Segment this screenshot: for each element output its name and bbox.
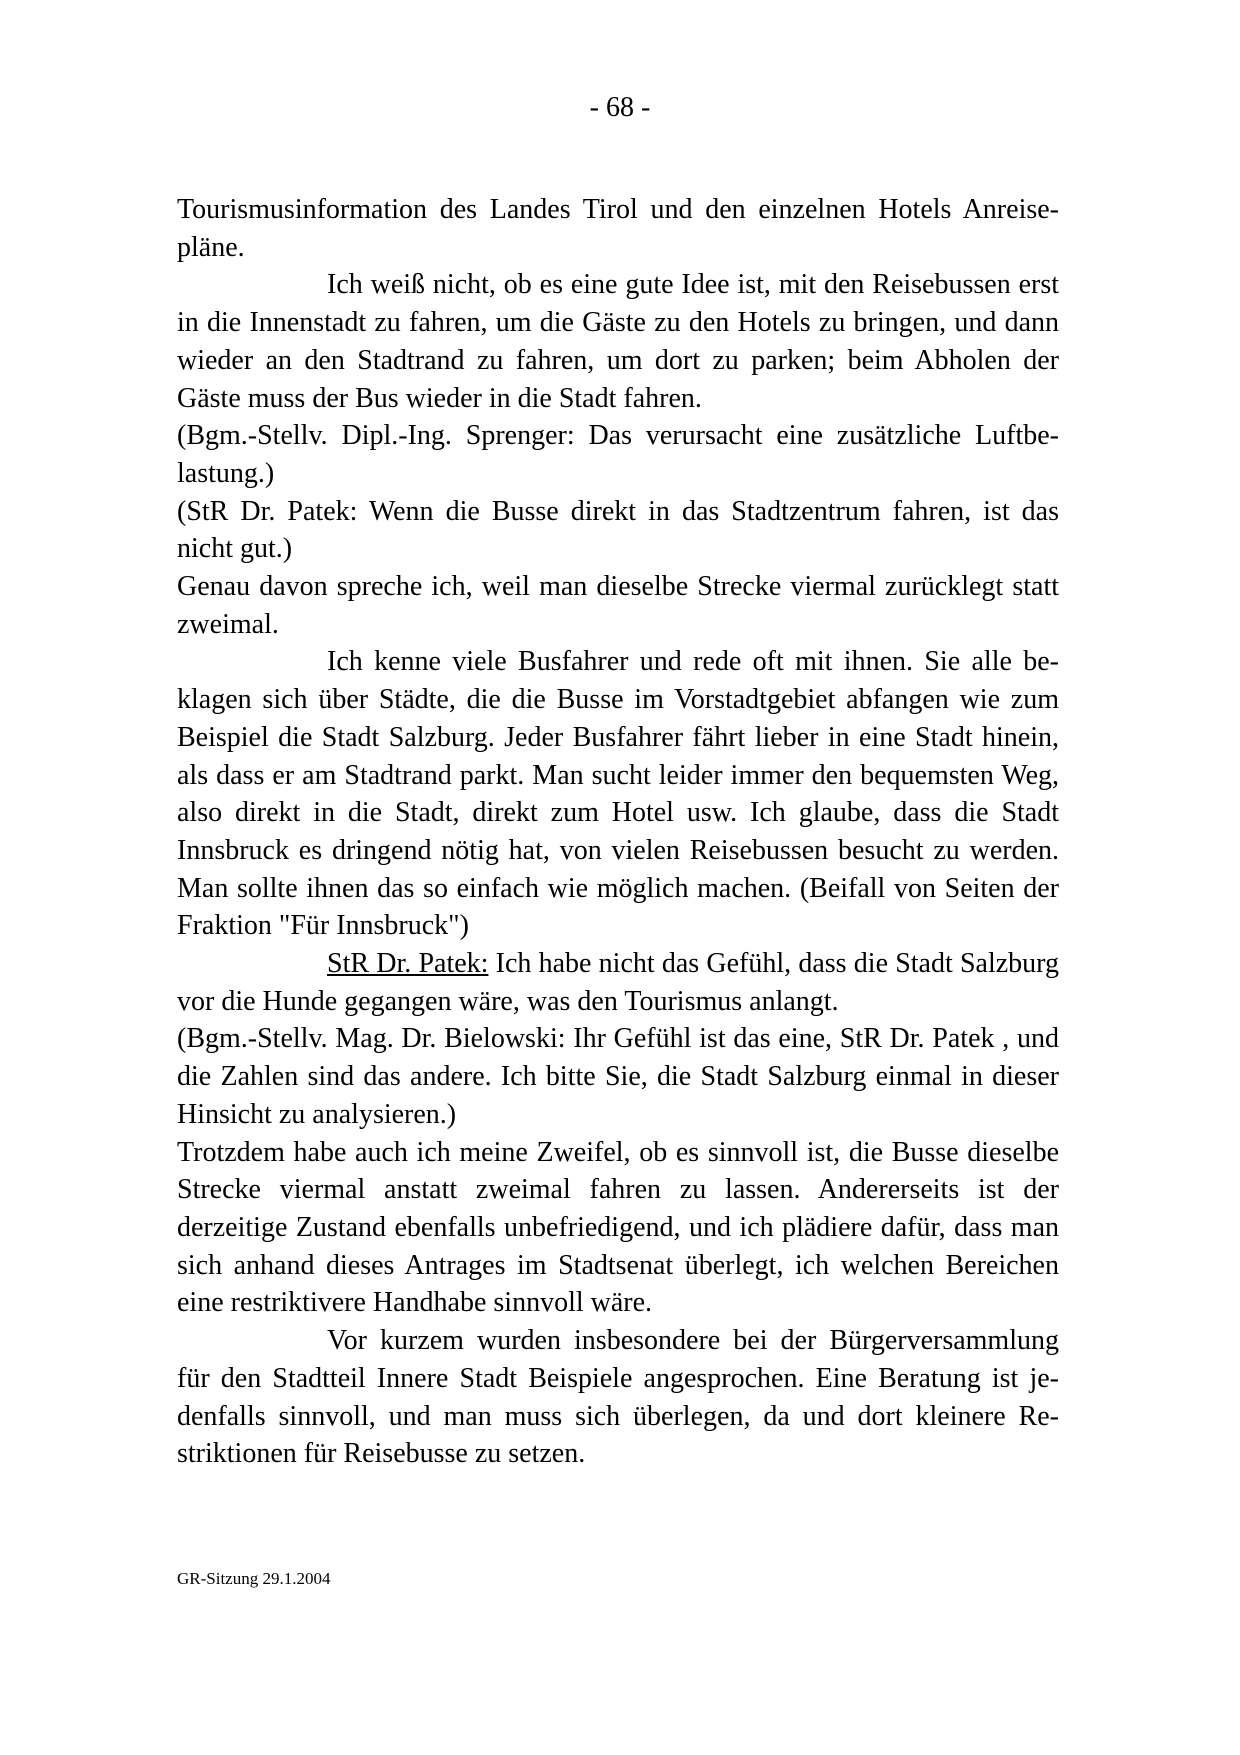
speaker-text: Ich habe nicht das Gefühl, dass die Stadt Salzburg vor die Hunde gegangen wäre, was den Tourismus anlangt. (177, 948, 1059, 1017)
interjection: (StR Dr. Patek: Wenn die Busse direkt in das Stadtzentrum fahren, ist das nicht gut.) (177, 495, 1059, 565)
document-body (177, 191, 1059, 1473)
interjection: (Bgm.-Stellv. Mag. Dr. Bielowski: Ihr Gefühl ist das eine, StR Dr. Patek , und die Zahlen sind das andere. Ich bitte Sie, die Stadt Salzburg einmal in dieser Hinsicht zu analysieren.) (177, 1023, 1059, 1130)
speaker-name: StR Dr. Patek: (327, 948, 489, 980)
interjection: (Bgm.-Stellv. Dipl.-Ing. Sprenger: Das verursacht eine zusätzliche Luftbelastung.) (177, 420, 1059, 489)
page-number: - 68 - (589, 92, 651, 123)
footer-session-date: GR-Sitzung 29.1.2004 (177, 1569, 331, 1588)
paragraph: Tourismusinformation des Landes Tirol und den einzelnen Hotels Anreisepläne. (177, 194, 1059, 263)
paragraph: Ich kenne viele Busfahrer und rede oft mit ihnen. Sie alle beklagen sich über Städte, die die Busse im Vorstadtgebiet abfangen wie zum Beispiel die Stadt Salzburg. Jeder Busfahrer fährt lieber in eine Stadt hinein, als dass er am Stadtrand parkt. Man sucht leider immer den bequemsten Weg, also direkt in die Stadt, direkt zum Hotel usw. Ich glaube, dass die Stadt Innsbruck es dringend nötig hat, von vielen Reisebussen besucht zu werden. Man sollte ihnen das so einfach wie möglich machen. (Beifall von Seiten der Fraktion "Für Innsbruck") (177, 646, 1059, 942)
paragraph: Trotzdem habe auch ich meine Zweifel, ob es sinnvoll ist, die Busse dieselbe Strecke viermal anstatt zweimal fahren zu lassen. Andererseits ist der derzeitige Zustand ebenfalls unbefriedigend, und ich plädiere dafür, dass man sich anhand dieses Antrages im Stadtsenat überlegt, ich welchen Bereichen eine restriktivere Handhabe sinnvoll wäre. (177, 1136, 1059, 1319)
paragraph: Genau davon spreche ich, weil man dieselbe Strecke viermal zurücklegt statt zweimal. (177, 571, 1059, 640)
paragraph: Ich weiß nicht, ob es eine gute Idee ist, mit den Reisebussen erst in die Innenstadt zu fahren, um die Gäste zu den Hotels zu bringen, und dann wieder an den Stadtrand zu fahren, um dort zu parken; beim Abholen der Gäste muss der Bus wieder in die Stadt fahren. (177, 269, 1059, 414)
paragraph: Vor kurzem wurden insbesondere bei der Bürgerversammlung für den Stadtteil Innere Stadt Beispiele angesprochen. Eine Beratung ist jedenfalls sinnvoll, und man muss sich überlegen, da und dort kleinere Restriktionen für Reisebusse zu setzen. (177, 1325, 1059, 1470)
speaker-paragraph (177, 945, 1059, 1020)
